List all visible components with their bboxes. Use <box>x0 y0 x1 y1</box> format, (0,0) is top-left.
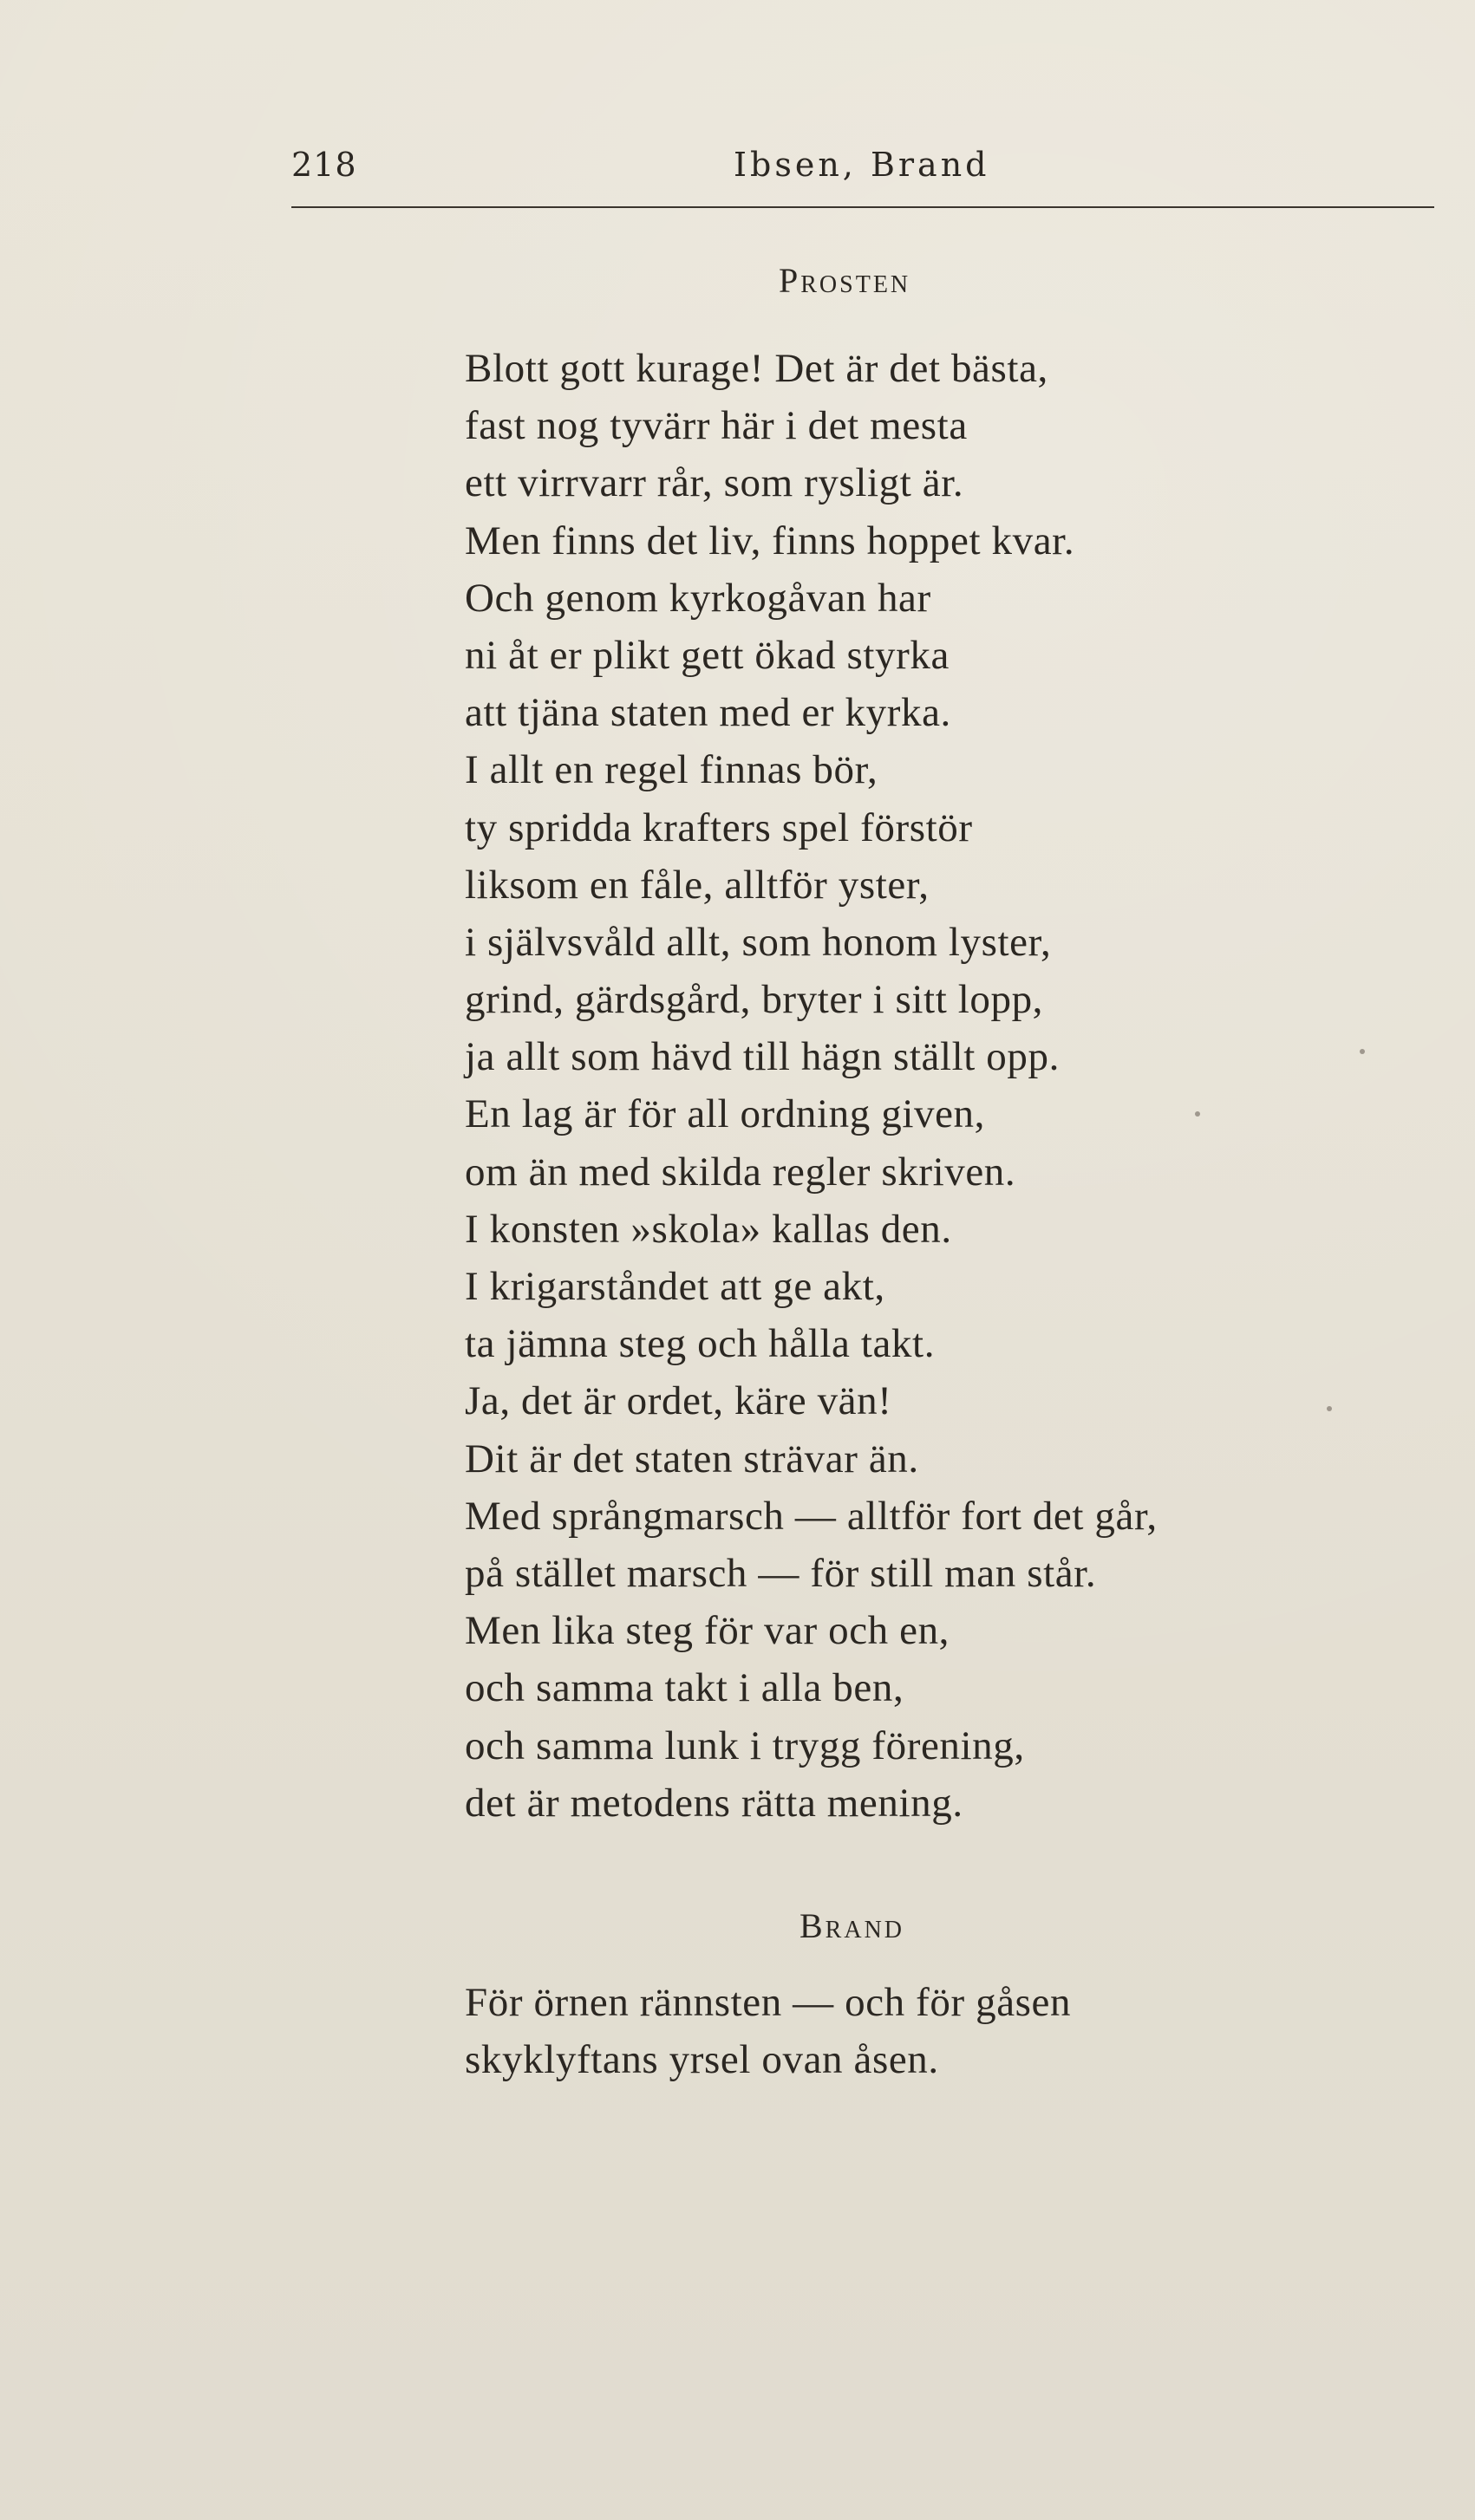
verse-line: på stället marsch — för still man står. <box>465 1550 1097 1596</box>
verse-line: I krigarståndet att ge akt, <box>465 1264 885 1309</box>
verse-line: ni åt er plikt gett ökad styrka <box>465 632 950 678</box>
page-number: 218 <box>291 146 357 184</box>
verse-line: Ja, det är ordet, käre vän! <box>465 1378 892 1424</box>
running-title: Ibsen, Brand <box>734 146 990 184</box>
verse-line: I allt en regel finnas bör, <box>465 747 878 793</box>
paper-speck <box>1360 1049 1365 1054</box>
verse-line: liksom en fåle, alltför yster, <box>465 862 930 908</box>
verse-line: ta jämna steg och hålla takt. <box>465 1321 936 1367</box>
verse-line: om än med skilda regler skriven. <box>465 1149 1016 1195</box>
verse-line: fast nog tyvärr här i det mesta <box>465 403 968 449</box>
verse-line: grind, gärdsgård, bryter i sitt lopp, <box>465 977 1044 1023</box>
page-header <box>291 146 1434 206</box>
verse-line: ja allt som hävd till hägn ställt opp. <box>465 1034 1060 1080</box>
verse-line: För örnen rännsten — och för gåsen <box>465 1980 1072 2025</box>
verse-line: Och genom kyrkogåvan har <box>465 575 931 621</box>
verse-line: Dit är det staten strävar än. <box>465 1436 919 1481</box>
verse-line: I konsten »skola» kallas den. <box>465 1206 952 1252</box>
verse-line: att tjäna staten med er kyrka. <box>465 690 951 736</box>
speaker-name-brand: Brand <box>800 1906 905 1945</box>
verse-line: Men finns det liv, finns hoppet kvar. <box>465 518 1075 563</box>
verse-block-brand <box>465 1974 1332 2088</box>
verse-line: skyklyftans yrsel ovan åsen. <box>465 2037 939 2083</box>
verse-line: och samma takt i alla ben, <box>465 1665 904 1711</box>
verse-line: Blott gott kurage! Det är det bästa, <box>465 346 1048 391</box>
verse-line: ett virrvarr rår, som rysligt är. <box>465 460 964 506</box>
paper-speck <box>1327 1406 1332 1411</box>
verse-block-prosten <box>465 340 1332 1832</box>
verse-line: En lag är för all ordning given, <box>465 1091 985 1137</box>
verse-line: Men lika steg för var och en, <box>465 1608 950 1654</box>
verse-line: ty spridda krafters spel förstör <box>465 804 973 850</box>
header-rule <box>291 206 1434 208</box>
speaker-name-prosten: Prosten <box>779 261 911 300</box>
verse-line: och samma lunk i trygg förening, <box>465 1722 1025 1768</box>
paper-speck <box>1195 1111 1200 1117</box>
verse-line: Med språngmarsch — alltför fort det går, <box>465 1493 1158 1539</box>
verse-line: det är metodens rätta mening. <box>465 1780 963 1826</box>
verse-line: i självsvåld allt, som honom lyster, <box>465 919 1052 965</box>
